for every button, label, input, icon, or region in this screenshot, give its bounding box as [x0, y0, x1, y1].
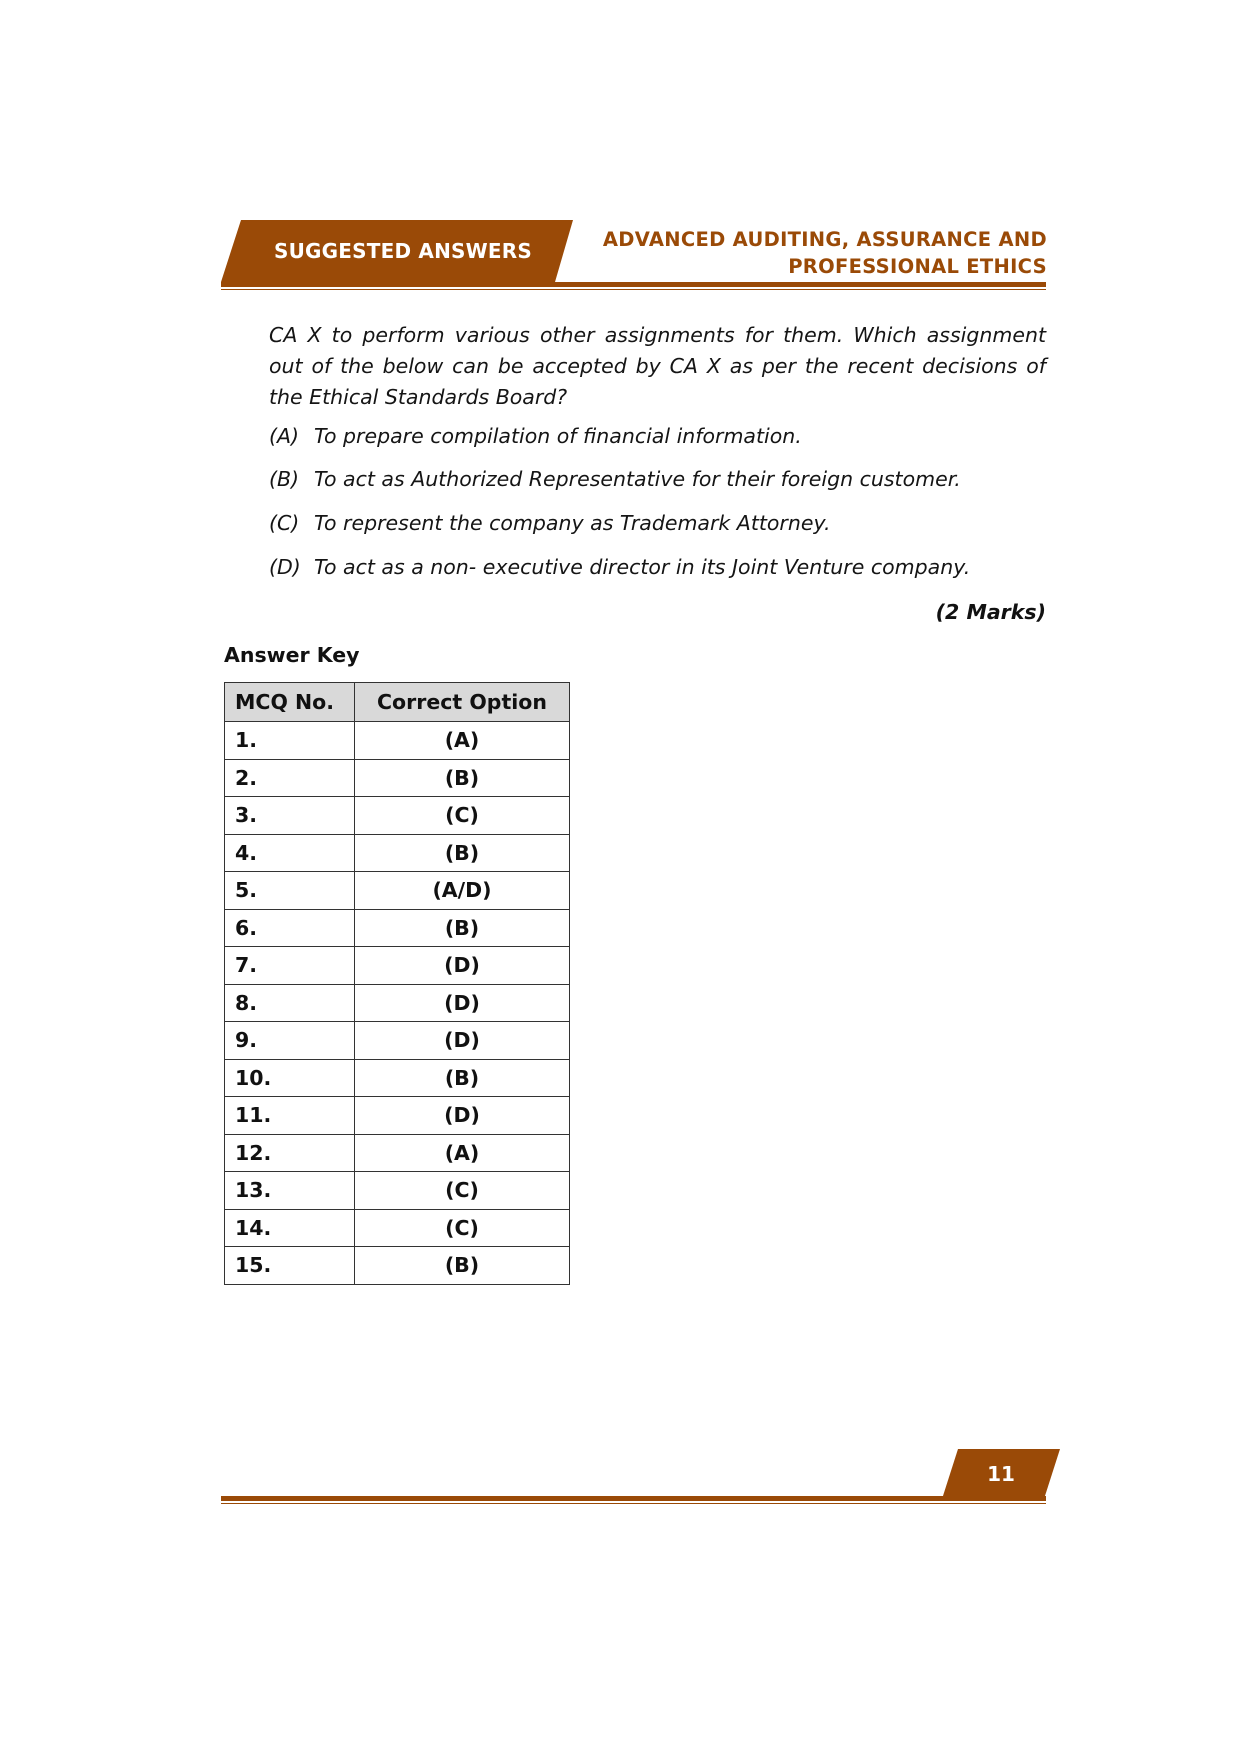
column-header-mcq-no: MCQ No.: [225, 683, 355, 722]
column-header-correct-option: Correct Option: [355, 683, 570, 722]
header-rule: [221, 282, 1046, 287]
table-row: [225, 1247, 570, 1285]
option-b-text: To act as Authorized Representative for their foreign customer.: [314, 467, 961, 491]
correct-option-cell: (B): [355, 834, 570, 872]
footer-rule: [221, 1496, 1046, 1501]
correct-option-cell: (D): [355, 1022, 570, 1060]
table-row: [225, 1022, 570, 1060]
correct-option-cell: (B): [355, 1247, 570, 1285]
mcq-no-cell: 10.: [225, 1059, 355, 1097]
correct-option-cell: (D): [355, 984, 570, 1022]
mcq-no-cell: 2.: [225, 759, 355, 797]
answer-key-table: [224, 682, 570, 1285]
header-title: [603, 226, 1047, 280]
table-row: [225, 1134, 570, 1172]
correct-option-cell: (A/D): [355, 872, 570, 910]
page-number: 11: [987, 1462, 1015, 1486]
option-a-label: (A): [269, 424, 300, 448]
table-row: [225, 872, 570, 910]
mcq-no-cell: 4.: [225, 834, 355, 872]
table-row: [225, 834, 570, 872]
option-b-label: (B): [269, 467, 300, 491]
header-rule-thin: [221, 289, 1046, 290]
table-row: [225, 722, 570, 760]
correct-option-cell: (C): [355, 1209, 570, 1247]
mcq-no-cell: 15.: [225, 1247, 355, 1285]
table-row: [225, 1059, 570, 1097]
correct-option-cell: (A): [355, 1134, 570, 1172]
mcq-no-cell: 7.: [225, 947, 355, 985]
option-b: [269, 467, 961, 491]
correct-option-cell: (C): [355, 797, 570, 835]
mcq-no-cell: 12.: [225, 1134, 355, 1172]
header-title-line2: PROFESSIONAL ETHICS: [788, 255, 1047, 278]
table-row: [225, 1172, 570, 1210]
header-title-line1: ADVANCED AUDITING, ASSURANCE AND: [602, 228, 1047, 251]
option-c: [269, 511, 831, 535]
table-row: [225, 1097, 570, 1135]
table-row: [225, 797, 570, 835]
correct-option-cell: (C): [355, 1172, 570, 1210]
answer-key-heading: Answer Key: [224, 643, 360, 667]
mcq-no-cell: 1.: [225, 722, 355, 760]
table-header-row: [225, 683, 570, 722]
table-row: [225, 909, 570, 947]
question-paragraph: CA X to perform various other assignments for them. Which assignment out of the below can be accepted by CA X as per the recent decisions of the Ethical Standards Board?: [269, 323, 1046, 409]
table-row: [225, 947, 570, 985]
mcq-no-cell: 9.: [225, 1022, 355, 1060]
correct-option-cell: (B): [355, 1059, 570, 1097]
mcq-no-cell: 8.: [225, 984, 355, 1022]
mcq-no-cell: 5.: [225, 872, 355, 910]
option-d-label: (D): [269, 555, 301, 579]
mcq-no-cell: 13.: [225, 1172, 355, 1210]
mcq-no-cell: 6.: [225, 909, 355, 947]
table-row: [225, 759, 570, 797]
correct-option-cell: (D): [355, 947, 570, 985]
option-d: [269, 555, 970, 579]
option-a-text: To prepare compilation of financial information.: [314, 424, 802, 448]
correct-option-cell: (B): [355, 909, 570, 947]
marks-label: (2 Marks): [935, 600, 1046, 624]
option-a: [269, 424, 802, 448]
option-d-text: To act as a non- executive director in its Joint Venture company.: [314, 555, 971, 579]
table-row: [225, 984, 570, 1022]
mcq-no-cell: 3.: [225, 797, 355, 835]
option-c-label: (C): [269, 511, 300, 535]
correct-option-cell: (B): [355, 759, 570, 797]
mcq-no-cell: 11.: [225, 1097, 355, 1135]
option-c-text: To represent the company as Trademark Attorney.: [314, 511, 831, 535]
correct-option-cell: (A): [355, 722, 570, 760]
header-tab-label: SUGGESTED ANSWERS: [274, 239, 532, 263]
footer-rule-thin: [221, 1503, 1046, 1504]
mcq-no-cell: 14.: [225, 1209, 355, 1247]
correct-option-cell: (D): [355, 1097, 570, 1135]
table-row: [225, 1209, 570, 1247]
